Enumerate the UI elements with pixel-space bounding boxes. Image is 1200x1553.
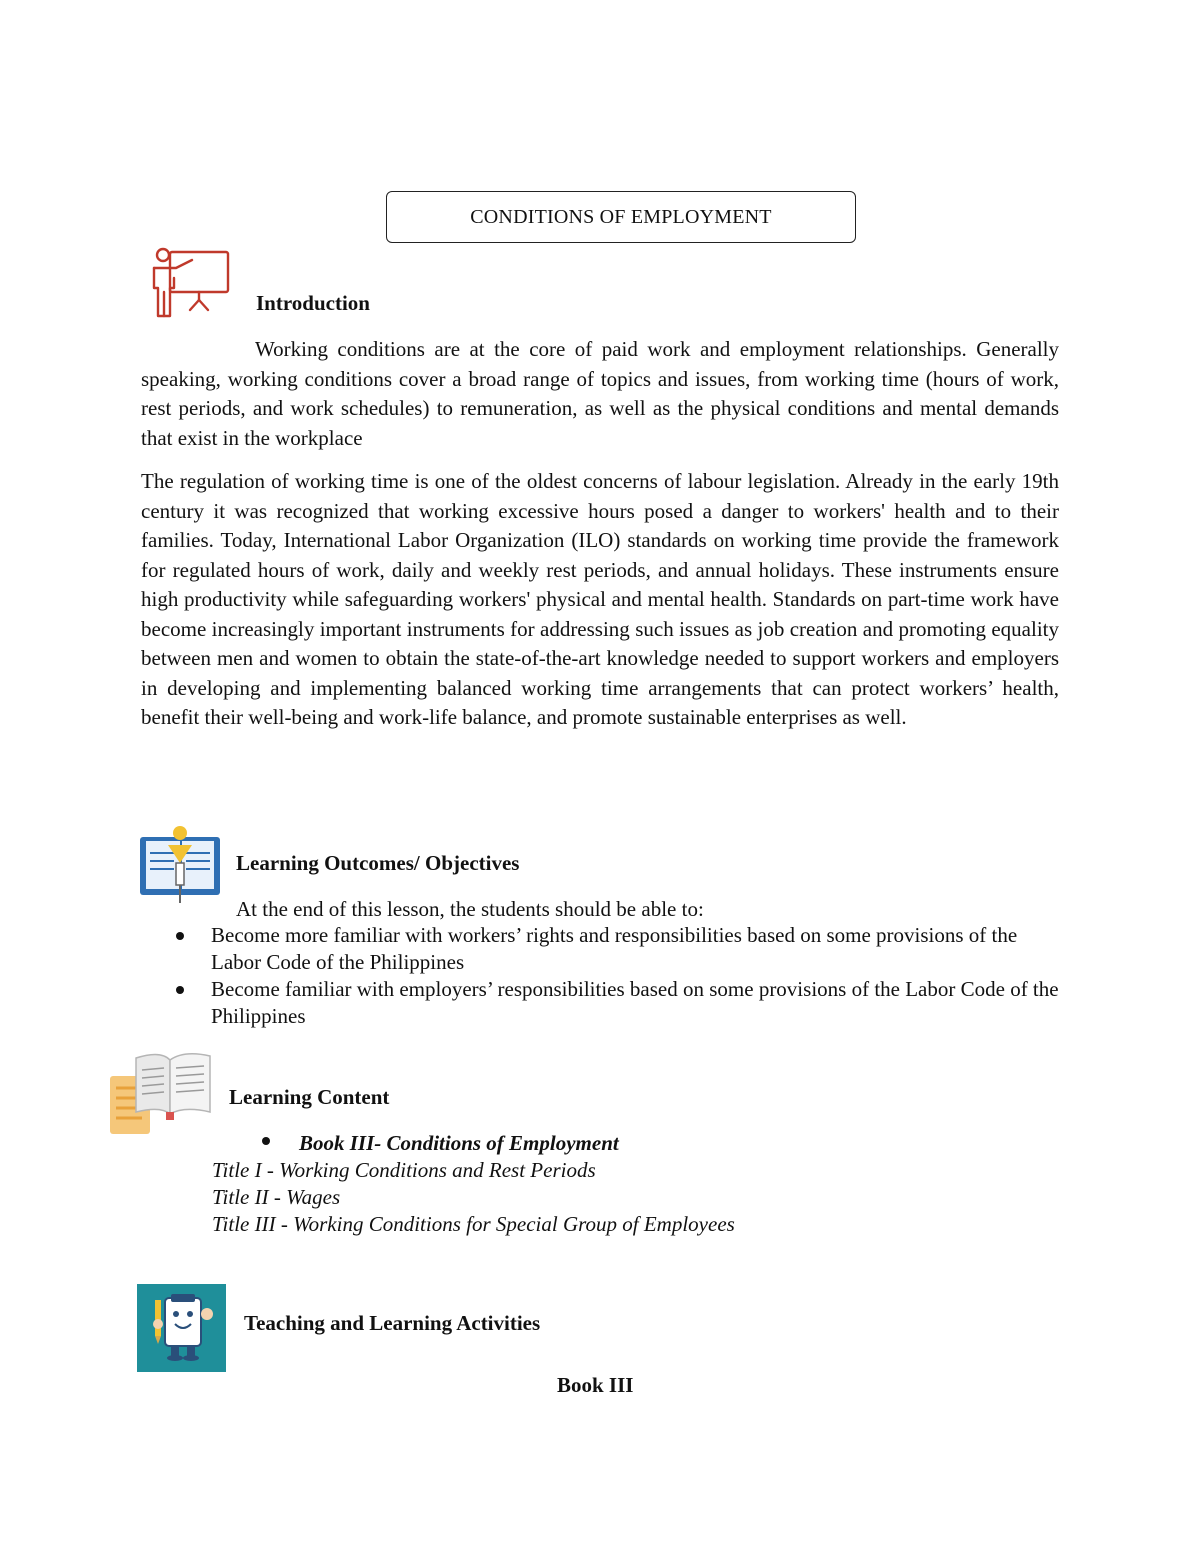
- outcomes-lead: At the end of this lesson, the students should be able to:: [236, 897, 704, 921]
- list-item: Title II - Wages: [212, 1185, 341, 1209]
- content-book-item: [266, 1130, 619, 1157]
- content-heading: Learning Content: [229, 1085, 390, 1109]
- outcomes-heading: Learning Outcomes/ Objectives: [236, 851, 520, 875]
- introduction-heading: Introduction: [256, 291, 370, 315]
- list-item: Title I - Working Conditions and Rest Periods: [212, 1158, 596, 1182]
- list-item-text: Become familiar with employers’ responsibilities based on some provisions of the Labor Code of the Philippines: [211, 977, 1059, 1028]
- activities-subheading: Book III: [557, 1373, 634, 1397]
- content-book-text: Book III- Conditions of Employment: [299, 1131, 619, 1155]
- document-title: CONDITIONS OF EMPLOYMENT: [386, 191, 856, 243]
- book-lightbulb-icon: [138, 823, 222, 907]
- list-item: [141, 976, 1059, 1030]
- introduction-paragraph-1-text: Working conditions are at the core of paid work and employment relationships. Generally speaking, working conditions cover a broad range of topics and issues, from working time (hours of work, rest periods, and work schedules) to remuneration, as well as the physical conditions and mental demands that exist in the workplace: [141, 337, 1059, 450]
- bullet-icon: [262, 1137, 270, 1145]
- bullet-icon: [176, 932, 184, 940]
- bullet-icon: [176, 986, 184, 994]
- list-item: [141, 922, 1059, 976]
- list-item: Title III - Working Conditions for Special Group of Employees: [212, 1212, 735, 1236]
- open-book-notepad-icon: [106, 1046, 214, 1138]
- introduction-paragraph-2: The regulation of working time is one of the oldest concerns of labour legislation. Already in the early 19th century it was recognized that working excessive hours posed a danger to workers' health and to their families. Today, International Labor Organization (ILO) standards on working time provide the framework for regulated hours of work, daily and weekly rest periods, and annual holidays. These instruments ensure high productivity while safeguarding workers' physical and mental health. Standards on part-time work have become increasingly important instruments for addressing such issues as job creation and promoting equality between men and women to obtain the state-of-the-art knowledge needed to support workers and employers in developing and implementing balanced working time arrangements that can protect workers’ health, benefit their well-being and work-life balance, and promote sustainable enterprises as well.: [141, 469, 1059, 729]
- introduction-paragraph-1: [141, 335, 1059, 453]
- activities-heading: Teaching and Learning Activities: [244, 1311, 541, 1335]
- content-titles: [212, 1157, 735, 1238]
- list-item-text: Become more familiar with workers’ rights and responsibilities based on some provisions of the Labor Code of the Philippines: [211, 923, 1018, 974]
- outcomes-list: [141, 922, 1059, 1030]
- teacher-presentation-icon: [150, 246, 232, 320]
- notepad-mascot-icon: [137, 1284, 226, 1372]
